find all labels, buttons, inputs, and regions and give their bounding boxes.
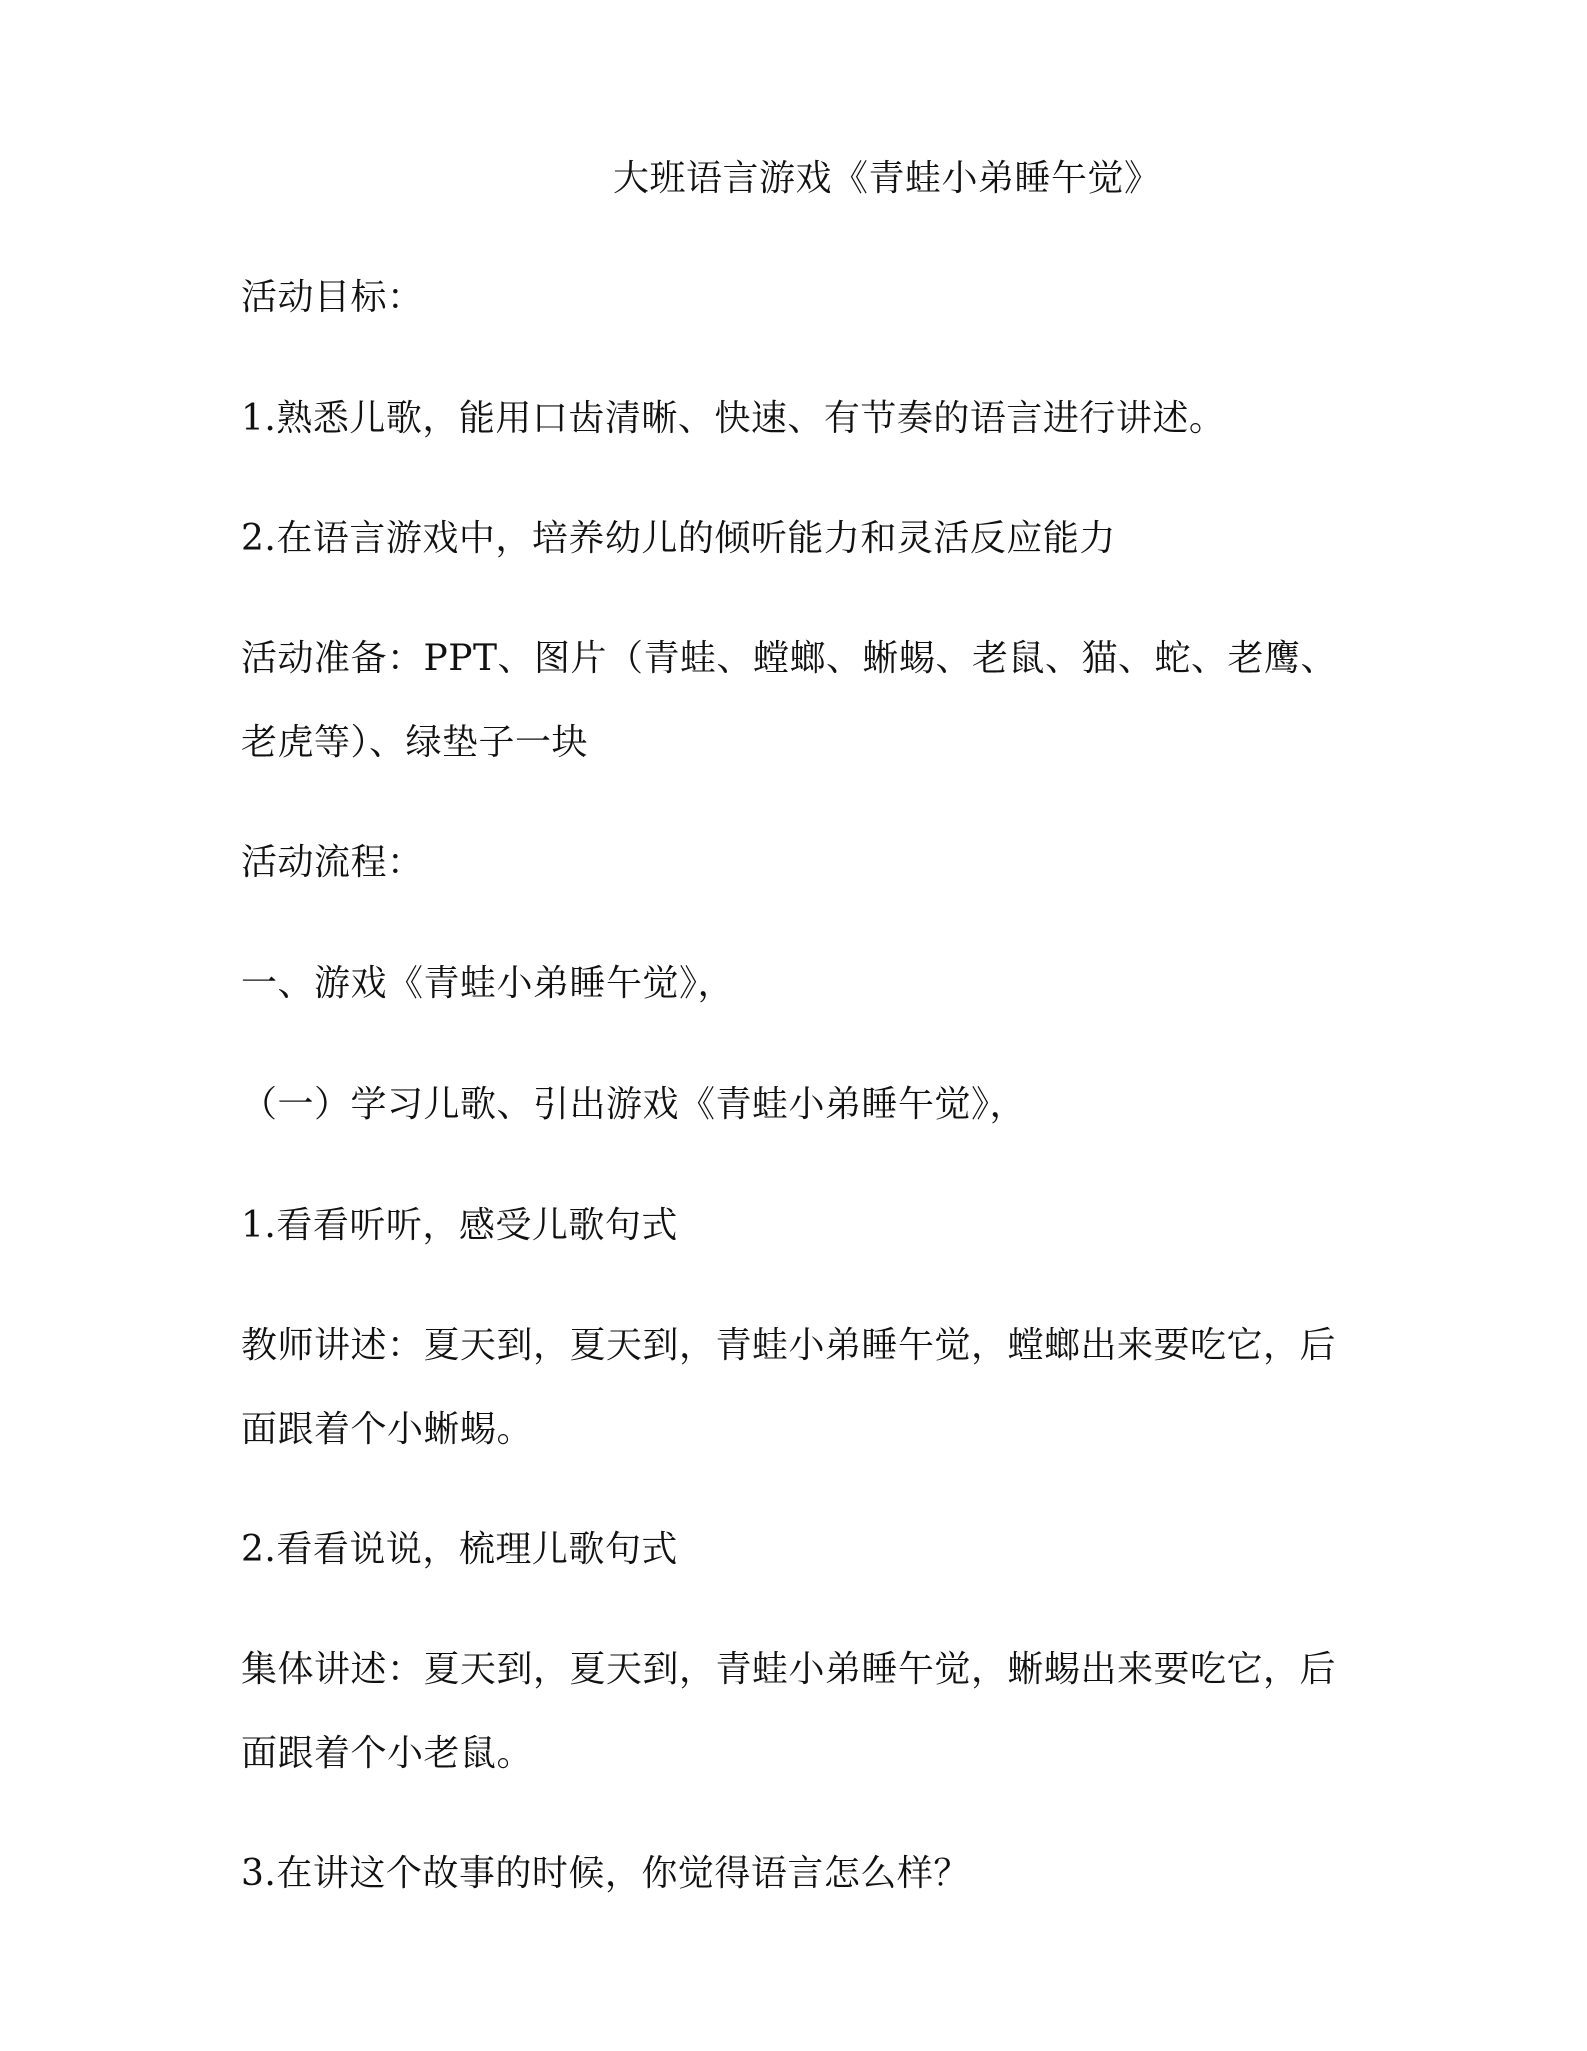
document-title: 大班语言游戏《青蛙小弟睡午觉》 bbox=[613, 158, 1161, 199]
process-substep-1: （一）学习儿歌、引出游戏《青蛙小弟睡午觉》， bbox=[241, 1084, 1027, 1125]
process-item-3: 3.在讲这个故事的时候，你觉得语言怎么样？ bbox=[241, 1853, 970, 1894]
preparation-line-2: 老虎等）、绿垫子一块 bbox=[241, 722, 589, 763]
preparation-line-1: 活动准备：PPT、图片（青蛙、螳螂、蜥蜴、老鼠、猫、蛇、老鹰、 bbox=[241, 638, 1337, 679]
group-narration-line-2: 面跟着个小老鼠。 bbox=[241, 1733, 534, 1774]
process-step-1: 一、游戏《青蛙小弟睡午觉》， bbox=[241, 963, 735, 1004]
section-heading-goals: 活动目标： bbox=[241, 277, 424, 318]
process-item-1: 1.看看听听，感受儿歌句式 bbox=[241, 1205, 678, 1246]
teacher-narration-line-1: 教师讲述：夏天到，夏天到，青蛙小弟睡午觉，螳螂出来要吃它，后 bbox=[241, 1325, 1337, 1366]
group-narration-line-1: 集体讲述：夏天到，夏天到，青蛙小弟睡午觉，蜥蜴出来要吃它，后 bbox=[241, 1649, 1337, 1690]
goal-item-1: 1.熟悉儿歌，能用口齿清晰、快速、有节奏的语言进行讲述。 bbox=[241, 398, 1226, 439]
teacher-narration-line-2: 面跟着个小蜥蜴。 bbox=[241, 1409, 534, 1450]
section-heading-process: 活动流程： bbox=[241, 842, 424, 883]
process-item-2: 2.看看说说，梳理儿歌句式 bbox=[241, 1529, 678, 1570]
goal-item-2: 2.在语言游戏中，培养幼儿的倾听能力和灵活反应能力 bbox=[241, 518, 1116, 559]
